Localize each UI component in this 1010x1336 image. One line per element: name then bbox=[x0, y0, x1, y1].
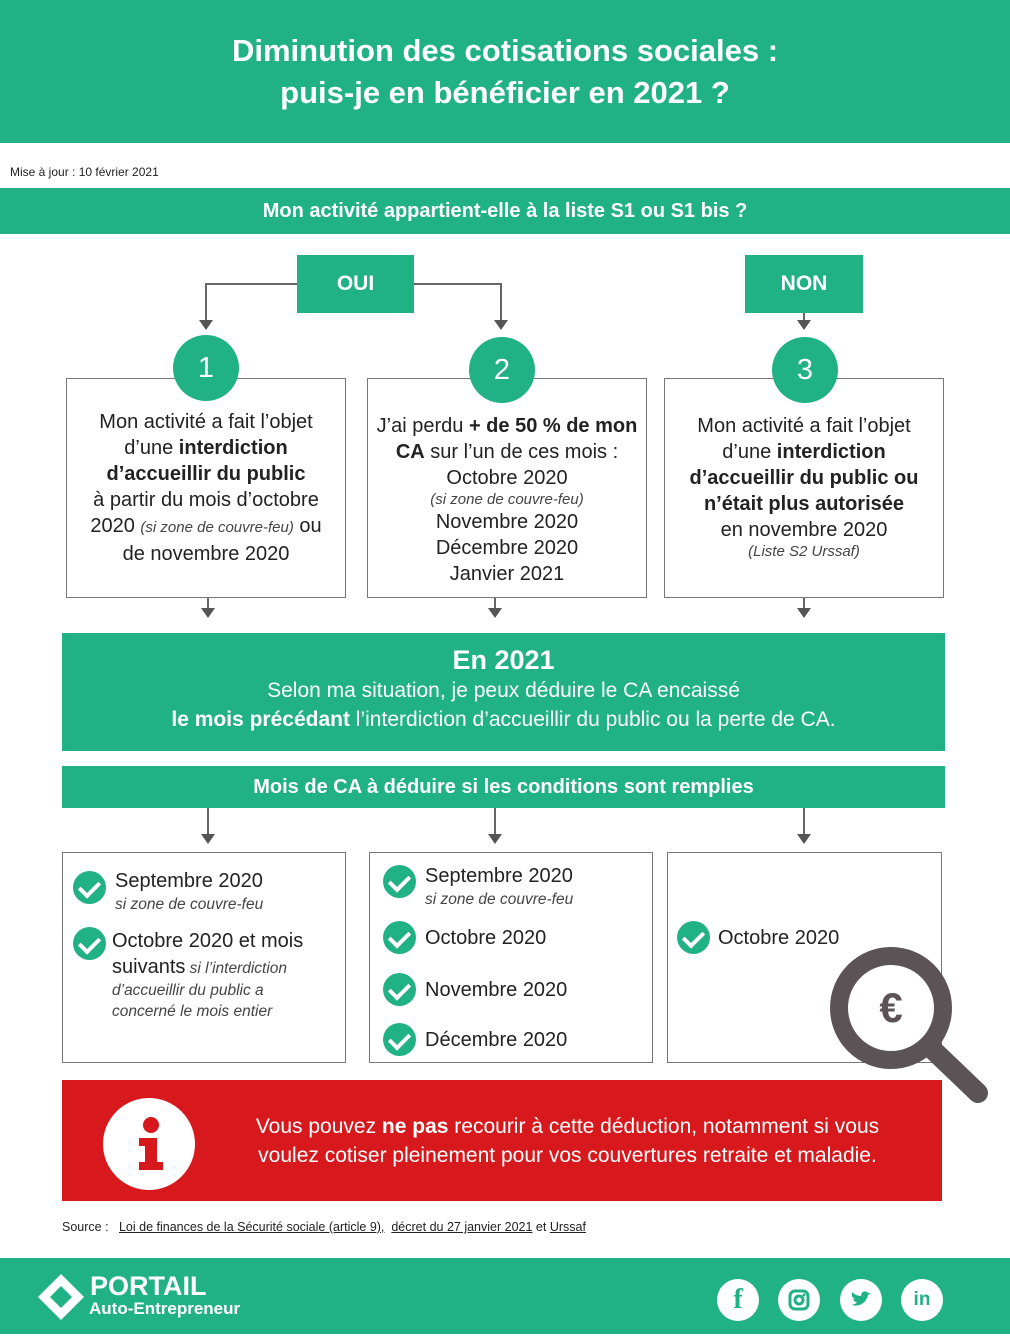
check-icon bbox=[677, 921, 710, 954]
arrow-down-icon bbox=[488, 608, 502, 618]
check-icon bbox=[73, 927, 106, 960]
case-2-month: Décembre 2020 bbox=[435, 537, 579, 559]
case-2-month: Janvier 2021 bbox=[449, 563, 565, 585]
connector-line bbox=[494, 598, 496, 608]
result-item: Octobre 2020 bbox=[425, 927, 547, 949]
warning-text: Vous pouvez ne pas recourir à cette déduction, notamment si vous voulez cotiser pleinement pour vos couvertures retraite et maladie. bbox=[255, 1115, 880, 1167]
check-icon bbox=[383, 865, 416, 898]
case-3-note: (Liste S2 Urssaf) bbox=[748, 543, 860, 560]
case-2-text: CA sur l’un de ces mois : bbox=[395, 441, 619, 463]
arrow-down-icon bbox=[797, 834, 811, 844]
connector-line bbox=[500, 283, 502, 320]
results-subtitle: Mois de CA à déduire si les conditions sont remplies bbox=[62, 766, 945, 808]
arrow-down-icon bbox=[199, 320, 213, 330]
brand-subtitle: Auto-Entrepreneur bbox=[89, 1299, 241, 1318]
arrow-down-icon bbox=[201, 834, 215, 844]
results-box-2 bbox=[369, 852, 653, 1063]
case-2-month: Novembre 2020 bbox=[435, 511, 579, 533]
case-3-box bbox=[664, 378, 944, 598]
case-3-text: d’une interdiction bbox=[722, 441, 886, 463]
connector-line bbox=[205, 283, 297, 285]
case-2-note: (si zone de couvre-feu) bbox=[430, 491, 584, 508]
instagram-icon[interactable] bbox=[778, 1279, 820, 1321]
portal-logo-icon bbox=[36, 1272, 86, 1322]
banner-line-2: le mois précédant l’interdiction d’accueillir du public ou la perte de CA. bbox=[171, 708, 836, 731]
euro-symbol: € bbox=[879, 984, 903, 1031]
source-line: Source : Loi de finances de la Sécurité sociale (article 9), décret du 27 janvier 2021 et Urssaf bbox=[62, 1220, 586, 1234]
facebook-icon[interactable]: f bbox=[717, 1279, 759, 1321]
case-3-text: n’était plus autorisée bbox=[703, 493, 905, 515]
check-icon bbox=[383, 1023, 416, 1056]
case-1-number: 1 bbox=[173, 335, 239, 401]
case-3-text: Mon activité a fait l’objet bbox=[697, 415, 911, 437]
arrow-down-icon bbox=[797, 608, 811, 618]
results-box-1 bbox=[62, 852, 346, 1063]
case-1-text: à partir du mois d’octobre bbox=[93, 489, 319, 511]
no-tag: NON bbox=[745, 255, 863, 313]
source-link-decree[interactable]: décret du 27 janvier 2021 bbox=[391, 1220, 533, 1234]
case-2-month: Octobre 2020 bbox=[446, 467, 568, 489]
linkedin-icon[interactable]: in bbox=[901, 1279, 943, 1321]
connector-line bbox=[494, 808, 496, 834]
page-header bbox=[0, 0, 1010, 143]
brand-name: PORTAIL bbox=[90, 1271, 207, 1301]
case-1-text: d’accueillir du public bbox=[106, 463, 306, 485]
connector-line bbox=[207, 598, 209, 608]
page-footer bbox=[0, 1258, 1010, 1334]
check-icon bbox=[383, 921, 416, 954]
case-1-text: de novembre 2020 bbox=[122, 543, 290, 565]
check-icon bbox=[383, 973, 416, 1006]
arrow-down-icon bbox=[494, 320, 508, 330]
arrow-down-icon bbox=[797, 320, 811, 330]
case-1-text: d’une interdiction bbox=[124, 437, 288, 459]
case-2-text: J’ai perdu + de 50 % de mon bbox=[376, 415, 638, 437]
connector-line bbox=[205, 283, 207, 320]
update-date: Mise à jour : 10 février 2021 bbox=[10, 165, 159, 179]
arrow-down-icon bbox=[488, 834, 502, 844]
question-bar: Mon activité appartient-elle à la liste S1 ou S1 bis ? bbox=[0, 188, 1010, 234]
connector-line bbox=[414, 283, 502, 285]
result-item: Octobre 2020 et mois suivants si l’interdiction d’accueillir du public a concerné le mois entier bbox=[112, 930, 304, 1020]
case-3-text: en novembre 2020 bbox=[720, 519, 888, 541]
connector-line bbox=[803, 808, 805, 834]
connector-line bbox=[803, 598, 805, 608]
twitter-icon[interactable] bbox=[840, 1279, 882, 1321]
check-icon bbox=[73, 871, 106, 904]
source-link-law[interactable]: Loi de finances de la Sécurité sociale (article 9), bbox=[118, 1220, 385, 1234]
banner-line-1: Selon ma situation, je peux déduire le CA encaissé bbox=[267, 679, 740, 702]
result-item: Septembre 2020 si zone de couvre-feu bbox=[425, 865, 574, 908]
arrow-down-icon bbox=[201, 608, 215, 618]
case-1-text: 2020 (si zone de couvre-feu) ou bbox=[90, 515, 322, 537]
case-2-box bbox=[367, 378, 647, 598]
result-item: Novembre 2020 bbox=[425, 979, 568, 1001]
result-item: Décembre 2020 bbox=[425, 1029, 568, 1051]
connector-line bbox=[207, 808, 209, 834]
title-line-2: puis-je en bénéficier en 2021 ? bbox=[280, 75, 730, 110]
case-1-text: Mon activité a fait l’objet bbox=[99, 411, 313, 433]
case-2-number: 2 bbox=[469, 337, 535, 403]
case-1-box bbox=[66, 378, 346, 598]
yes-tag: OUI bbox=[297, 255, 414, 313]
case-3-text: d’accueillir du public ou bbox=[689, 467, 919, 489]
result-item: Septembre 2020 si zone de couvre-feu bbox=[115, 870, 264, 913]
year-banner bbox=[62, 633, 945, 751]
banner-title: En 2021 bbox=[452, 645, 555, 675]
source-link-urssaf[interactable]: Urssaf bbox=[549, 1220, 586, 1234]
result-item: Octobre 2020 bbox=[718, 927, 840, 949]
case-3-number: 3 bbox=[772, 337, 838, 403]
title-line-1: Diminution des cotisations sociales : bbox=[231, 33, 779, 68]
info-icon bbox=[103, 1098, 195, 1190]
